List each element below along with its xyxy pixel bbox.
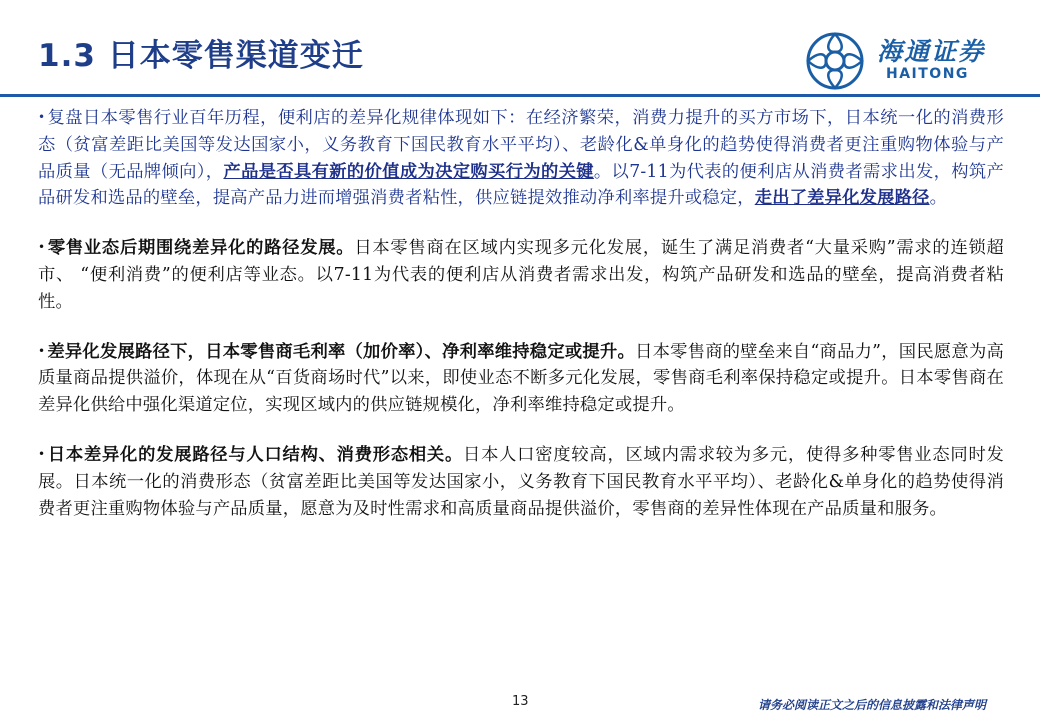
paragraph-4-lead: 日本差异化的发展路径与人口结构、消费形态相关。	[47, 444, 464, 465]
paragraph-2	[38, 234, 1004, 315]
page-number: 13	[512, 694, 529, 709]
bullet: •	[38, 240, 46, 255]
paragraph-1-text-b: 。以7-11为代表的便利店从消费者需求出发，构筑产品研发和选品的壁垒，提高产品力进而增强消费者粘性，供应链提效推动净利率提升或稳定，	[38, 161, 1005, 209]
logo-english-text: HAITONG	[886, 66, 969, 82]
bullet: •	[38, 110, 46, 124]
bullet: •	[38, 343, 46, 358]
paragraph-1	[38, 104, 1004, 212]
header-divider	[0, 94, 1040, 97]
logo-chinese-text: 海通证券	[877, 37, 986, 66]
paragraph-3-lead: 差异化发展路径下，日本零售商毛利率（加价率）、净利率维持稳定或提升。	[47, 341, 636, 362]
content-body	[38, 104, 1004, 544]
paragraph-3-text: 日本零售商的壁垒来自“商品力”，国民愿意为高质量商品提供溢价，体现在从“百货商场时代”以来，即使业态不断多元化发展，零售商毛利率保持稳定或提升。日本零售商在差异化供给中强化渠道定位，实现区域内的供应链规模化，净利率维持稳定或提升。	[38, 341, 1004, 416]
paragraph-3	[38, 338, 1004, 419]
haitong-logo	[804, 30, 1014, 92]
paragraph-2-lead: 零售业态后期围绕差异化的路径发展。	[47, 238, 355, 259]
paragraph-1-text-c: 。	[929, 188, 948, 209]
paragraph-2-text: 日本零售商在区域内实现多元化发展，诞生了满足消费者“大量采购”需求的连锁超市、 “便利消费”的便利店等业态。以7-11为代表的便利店从消费者需求出发，构筑产品研发和选品的壁垒，提高消费者粘性。	[38, 238, 1004, 312]
page-title: 1.3 日本零售渠道变迁	[38, 38, 364, 74]
paragraph-1-highlight-a: 产品是否具有新的价值成为决定购买行为的关键	[223, 161, 594, 182]
paragraph-4	[38, 441, 1004, 522]
haitong-emblem-icon	[804, 30, 870, 92]
bullet: •	[38, 446, 46, 461]
paragraph-1-text-a: 复盘日本零售行业百年历程，便利店的差异化规律体现如下：在经济繁荣，消费力提升的买方市场下，日本统一化的消费形态（贫富差距比美国等发达国家小，义务教育下国民教育水平平均）、老龄化&单身化的趋势使得消费者更注重购物体验与产品质量（无品牌倾向），	[38, 108, 1004, 182]
paragraph-1-highlight-b: 走出了差异化发展路径	[754, 188, 930, 209]
paragraph-4-text: 日本人口密度较高，区域内需求较为多元，使得多种零售业态同时发展。日本统一化的消费形态（贫富差距比美国等发达国家小，义务教育下国民教育水平平均）、老龄化&单身化的趋势使得消费者更注重购物体验与产品质量，愿意为及时性需求和高质量商品提供溢价，零售商的差异性体现在产品质量和服务。	[38, 444, 1004, 519]
disclaimer-link[interactable]: 请务必阅读正文之后的信息披露和法律声明	[757, 698, 986, 712]
